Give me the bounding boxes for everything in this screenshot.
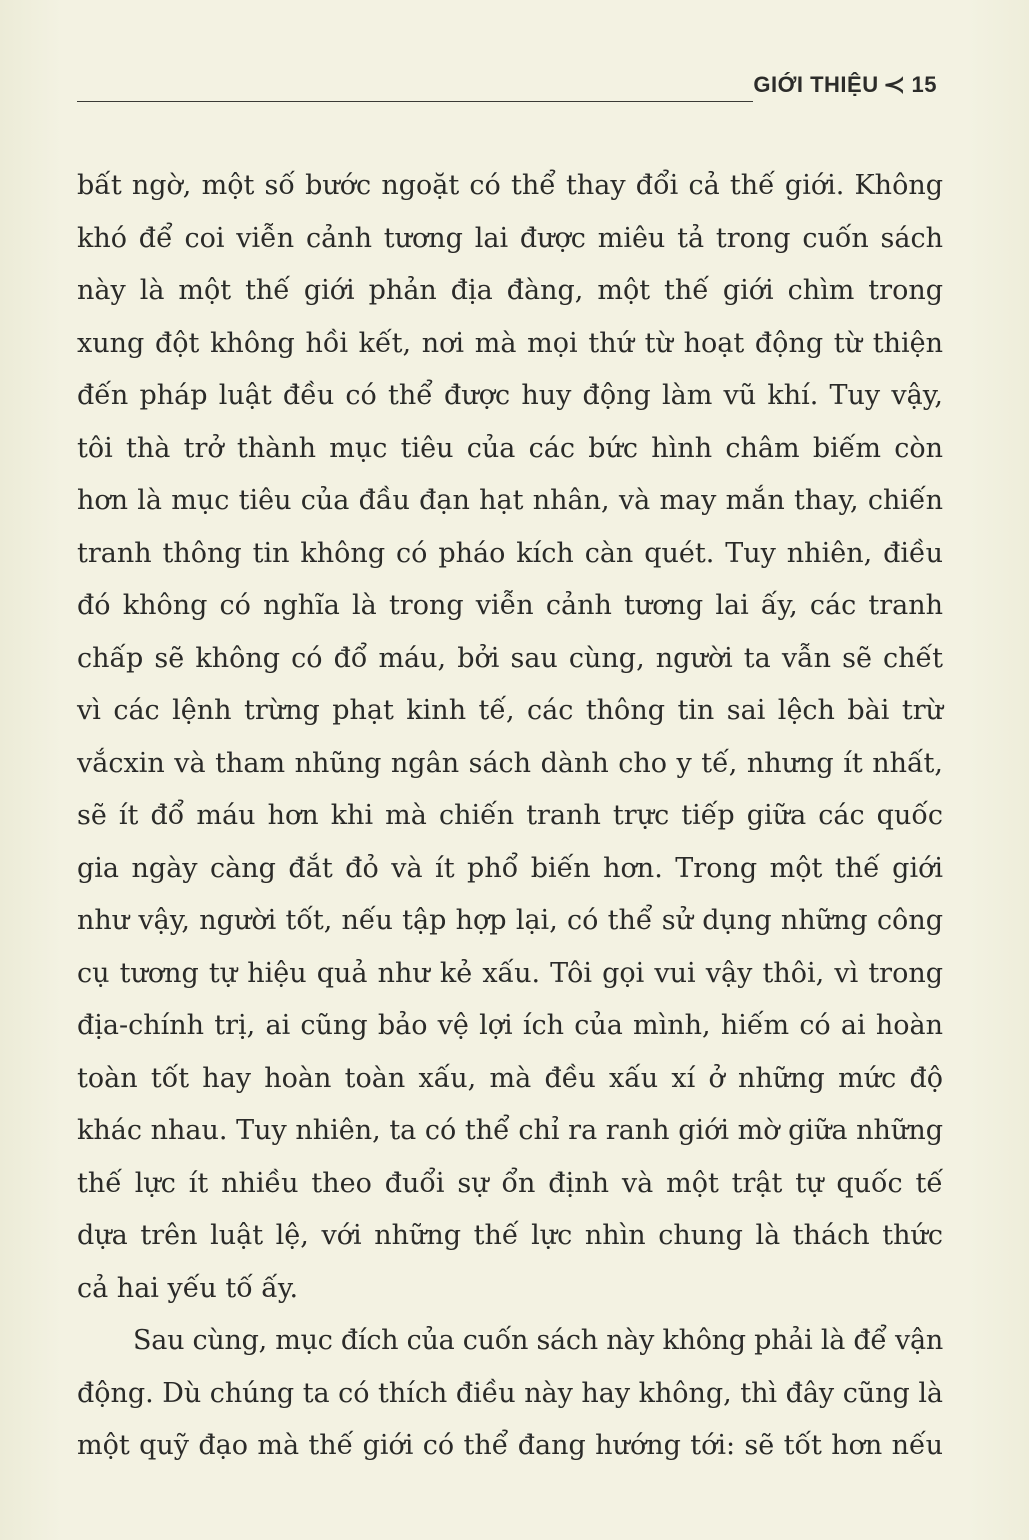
text-line: chấp sẽ không có đổ máu, bởi sau cùng, người ta vẫn sẽ chết [77, 642, 943, 674]
text-line: gia ngày càng đắt đỏ và ít phổ biến hơn. Trong một thế giới [77, 852, 943, 884]
text-line: xung đột không hồi kết, nơi mà mọi thứ từ hoạt động từ thiện [77, 327, 943, 359]
text-line: động. Dù chúng ta có thích điều này hay không, thì đây cũng là [77, 1377, 943, 1409]
section-title: GIỚI THIỆU [753, 72, 879, 97]
text-line: một quỹ đạo mà thế giới có thể đang hướng tới: sẽ tốt hơn nếu [77, 1430, 943, 1461]
text-line: như vậy, người tốt, nếu tập hợp lại, có thể sử dụng những công [77, 905, 943, 936]
text-line: thế lực ít nhiều theo đuổi sự ổn định và một trật tự quốc tế [77, 1167, 943, 1199]
paragraph-1 [77, 160, 943, 1315]
header-rule [77, 101, 753, 102]
text-line: sẽ ít đổ máu hơn khi mà chiến tranh trực tiếp giữa các quốc [77, 800, 943, 831]
text-line: vắcxin và tham nhũng ngân sách dành cho y tế, nhưng ít nhất, [77, 747, 943, 779]
page-header [77, 66, 947, 108]
body-text [77, 160, 943, 1473]
running-head [753, 72, 937, 98]
text-line: Sau cùng, mục đích của cuốn sách này không phải là để vận [133, 1325, 943, 1356]
text-line: khác nhau. Tuy nhiên, ta có thể chỉ ra ranh giới mờ giữa những [77, 1115, 943, 1146]
text-line: bất ngờ, một số bước ngoặt có thể thay đổi cả thế giới. Không [77, 170, 943, 201]
text-line: đến pháp luật đều có thể được huy động làm vũ khí. Tuy vậy, [77, 380, 943, 411]
text-line: địa-chính trị, ai cũng bảo vệ lợi ích của mình, hiếm có ai hoàn [77, 1010, 943, 1041]
separator-arrow-icon: ≺ [882, 72, 906, 97]
text-line: khó để coi viễn cảnh tương lai được miêu tả trong cuốn sách [77, 222, 943, 254]
text-line: hơn là mục tiêu của đầu đạn hạt nhân, và may mắn thay, chiến [77, 485, 943, 516]
text-line: tôi thà trở thành mục tiêu của các bức hình châm biếm còn [77, 432, 943, 464]
text-line: vì các lệnh trừng phạt kinh tế, các thông tin sai lệch bài trừ [77, 695, 943, 726]
text-line: toàn tốt hay hoàn toàn xấu, mà đều xấu xí ở những mức độ [77, 1062, 943, 1094]
page-number: 15 [911, 72, 937, 97]
paragraph-2 [77, 1315, 943, 1473]
text-line: tranh thông tin không có pháo kích càn quét. Tuy nhiên, điều [77, 537, 943, 569]
text-line: đó không có nghĩa là trong viễn cảnh tương lai ấy, các tranh [77, 590, 943, 621]
text-line: này là một thế giới phản địa đàng, một thế giới chìm trong [77, 275, 943, 306]
text-line: dựa trên luật lệ, với những thế lực nhìn chung là thách thức [77, 1220, 943, 1251]
text-line: cụ tương tự hiệu quả như kẻ xấu. Tôi gọi vui vậy thôi, vì trong [77, 957, 943, 989]
text-line: cả hai yếu tố ấy. [77, 1272, 299, 1304]
